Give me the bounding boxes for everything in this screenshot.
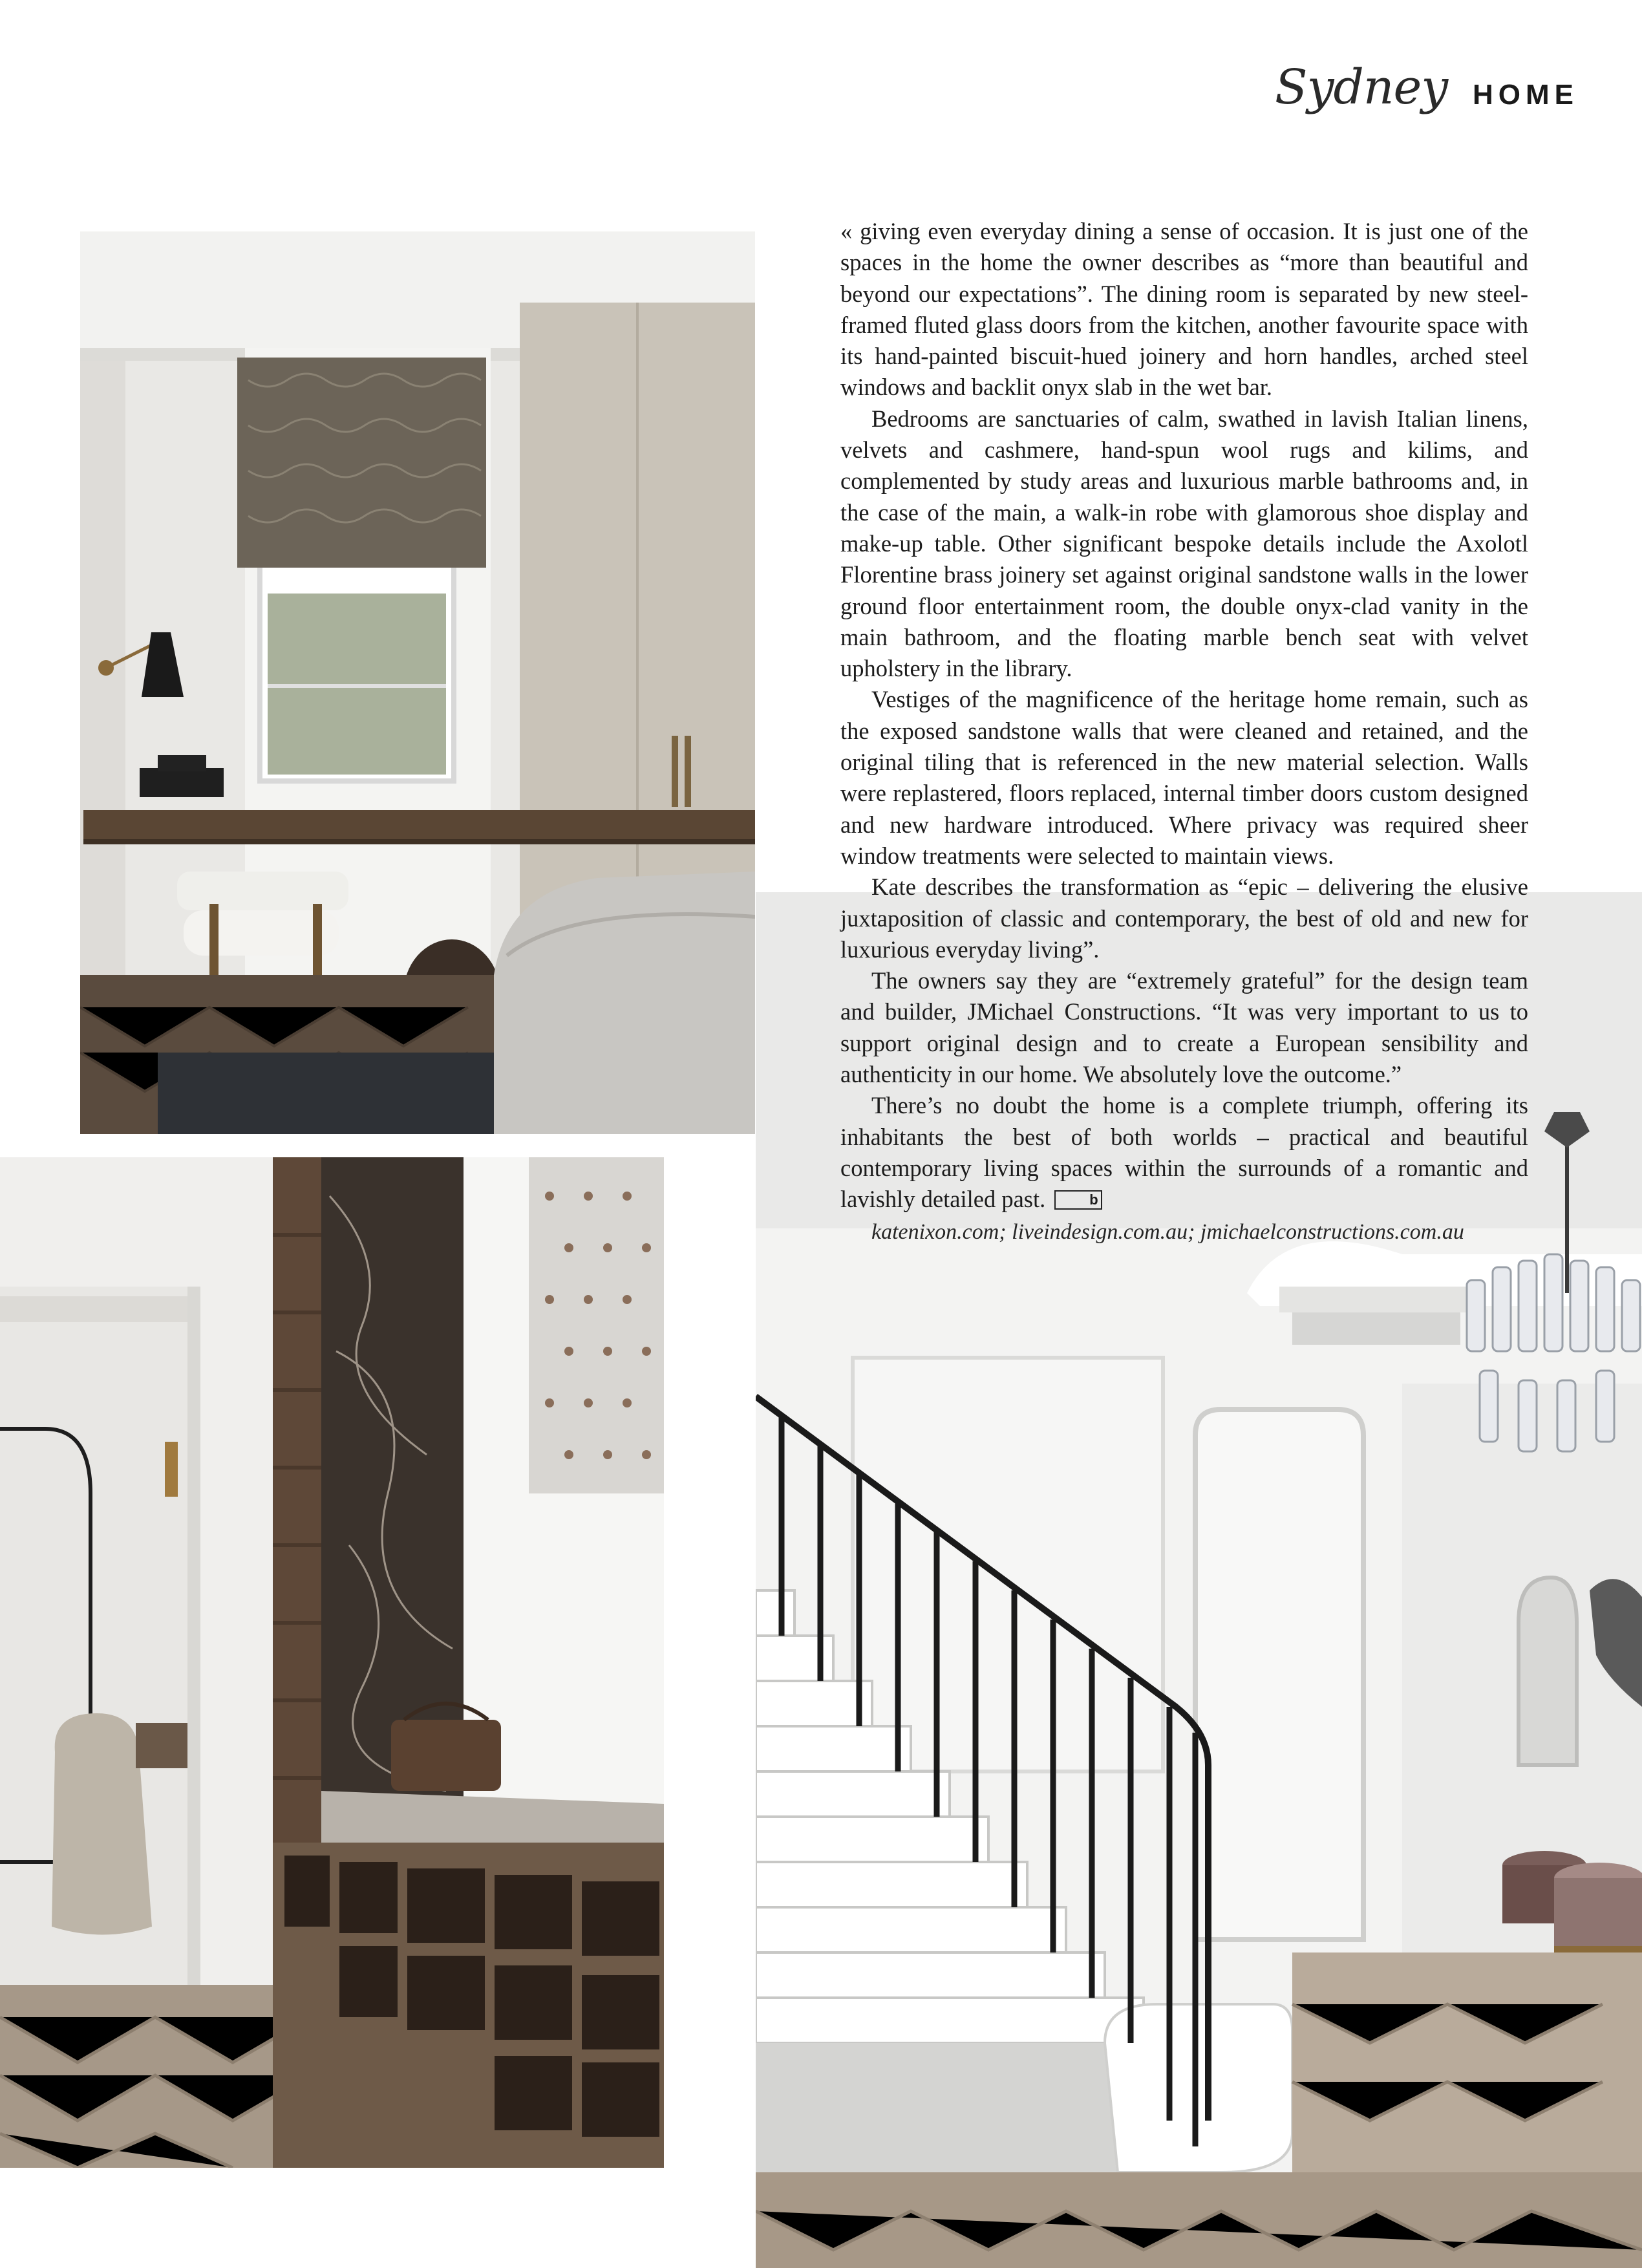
article-paragraph: « giving even everyday dining a sense of occasion. It is just one of the spaces in the home the owner describes as “more than beautiful and beyond our expectations”. The dining room is separated by new steel-framed fluted glass doors from the kitchen, another favourite space with its hand-painted biscuit-hued joinery and horn handles, arched steel windows and backlit onyx slab in the wet bar. xyxy=(840,218,1528,401)
article-paragraph-final xyxy=(840,1090,1528,1215)
website-credits: katenixon.com; liveindesign.com.au; jmichaelconstructions.com.au xyxy=(871,1219,1464,1244)
walk-in-robe-photo xyxy=(0,1157,664,2168)
article-paragraph: Bedrooms are sanctuaries of calm, swathed in lavish Italian linens, velvets and cashmere, hand-spun wool rugs and kilims, and complemented by study areas and luxurious marble bathrooms and, in the case of the main, a walk-in robe with glamorous shoe display and make-up table. Other significant bespoke details include the Axolotl Florentine brass joinery set against original sandstone walls in the lower ground floor entertainment room, the double onyx-clad vanity in the main bathroom, and the floating marble bench seat with velvet upholstery in the library. xyxy=(840,405,1528,682)
article-paragraph-final-text: There’s no doubt the home is a complete triumph, offering its inhabitants the best of both worlds – practical and beautiful contemporary living spaces within the surrounds of a romantic and lavishly detailed past. xyxy=(840,1092,1528,1213)
article-paragraph: Kate describes the transformation as “epic – delivering the elusive juxtaposition of classic and contemporary, the best of old and new for luxurious everyday living”. xyxy=(840,873,1528,963)
masthead-section: HOME xyxy=(1473,79,1579,111)
masthead-city: Sydney xyxy=(1275,59,1448,115)
article-paragraph: Vestiges of the magnificence of the heritage home remain, such as the exposed sandstone walls that were cleaned and retained, and the original tiling that is referenced in the new material selection. Walls were replastered, floors replaced, internal timber doors custom designed and new hardware introduced. Where privacy was required sheer window treatments were selected to maintain views. xyxy=(840,686,1528,869)
article-body xyxy=(840,216,1528,1248)
end-mark-icon: b xyxy=(1054,1190,1102,1210)
bedroom-photo xyxy=(80,231,755,1134)
article-paragraph: The owners say they are “extremely grateful” for the design team and builder, JMichael Constructions. “It was very important to us to support original design and to create a European sensibility and authenticity in our home. We absolutely love the outcome.” xyxy=(840,967,1528,1088)
